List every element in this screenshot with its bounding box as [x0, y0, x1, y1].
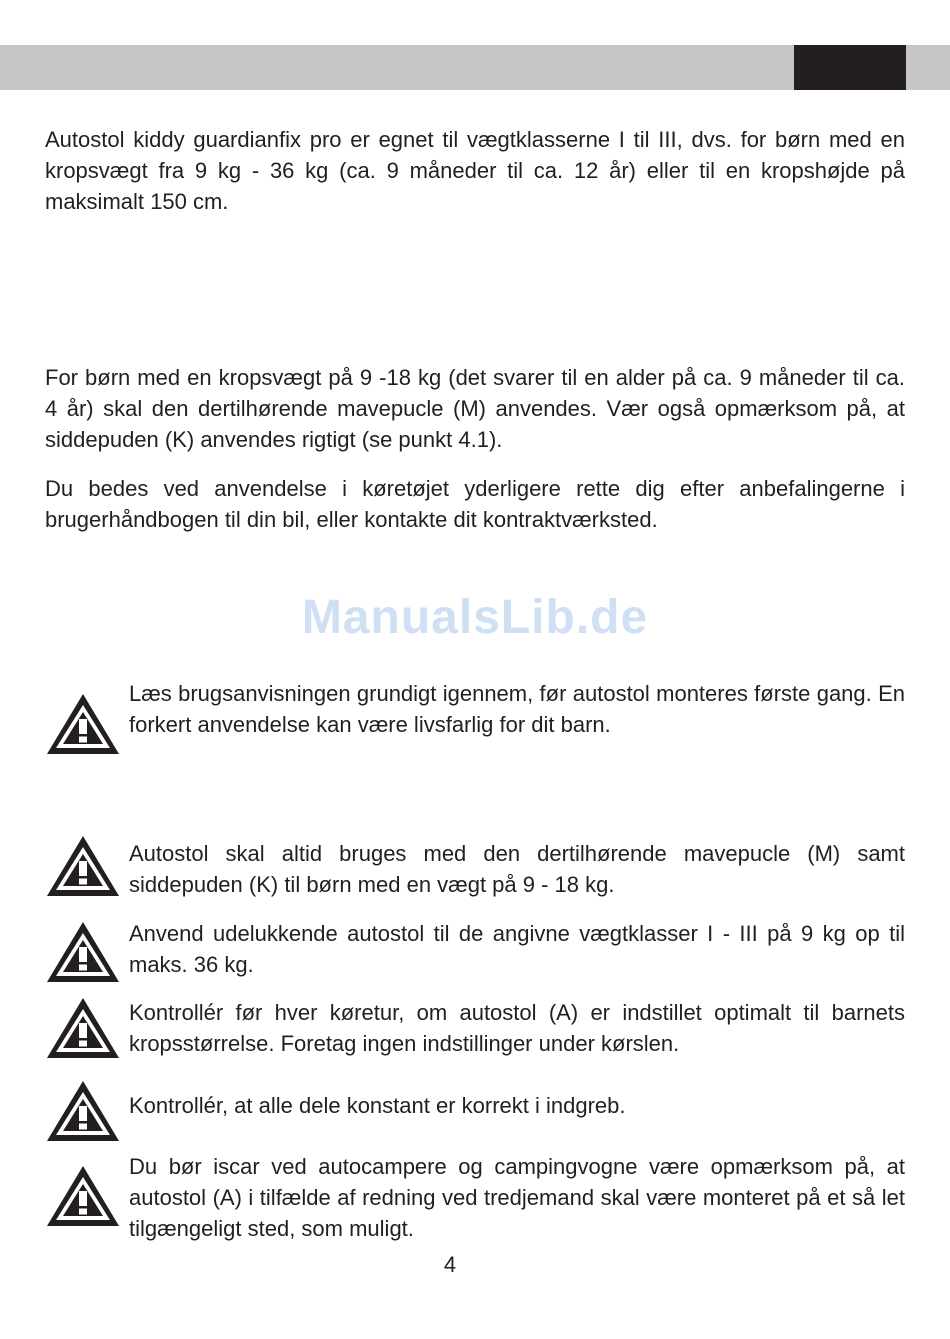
warning-triangle-icon — [45, 996, 121, 1060]
warning-triangle-icon — [45, 920, 121, 984]
intro-paragraph-1: Autostol kiddy guardianfix pro er egnet til vægtklasserne I til III, dvs. for børn med en kropsvægt fra 9 kg - 36 kg (ca. 9 måneder til ca. 12 år) eller til en kropshøjde på maksimalt 150 cm. — [45, 127, 905, 214]
page-number: 4 — [443, 1252, 457, 1277]
watermark: ManualsLib.de — [301, 591, 649, 644]
warning-triangle-icon — [45, 692, 121, 756]
warning-text-4: Kontrollér før hver køretur, om autostol (A) er indstillet optimalt til barnets kropsstørrelse. Foretag ingen indstillinger under kørslen. — [129, 1000, 905, 1056]
warning-triangle-icon — [45, 1079, 121, 1143]
intro-paragraph-3: Du bedes ved anvendelse i køretøjet yderligere rette dig efter anbefalingerne i brugerhåndbogen til din bil, eller kontakte dit kontraktværksted. — [45, 476, 905, 532]
warning-text-1: Læs brugsanvisningen grundigt igennem, før autostol monteres første gang. En forkert anvendelse kan være livsfarlig for dit barn. — [129, 681, 905, 737]
intro-paragraph-2: For børn med en kropsvægt på 9 -18 kg (det svarer til en alder på ca. 9 måneder til ca. 4 år) skal den dertilhørende mavepucle (M) anvendes. Vær også opmærksom på, at siddepuden (K) anvendes rigtigt (se punkt 4.1). — [45, 365, 905, 452]
warning-text-2: Autostol skal altid bruges med den dertilhørende mavepucle (M) samt siddepuden (K) til børn med en vægt på 9 - 18 kg. — [129, 841, 905, 897]
warning-text-6: Du bør iscar ved autocampere og campingvogne være opmærksom på, at autostol (A) i tilfælde af redning ved tredjemand skal være monteret på et så let tilgængeligt sted, som muligt. — [129, 1154, 905, 1241]
header-block — [794, 45, 906, 90]
warning-triangle-icon — [45, 834, 121, 898]
warning-text-5: Kontrollér, at alle dele konstant er korrekt i indgreb. — [129, 1093, 626, 1118]
warning-text-3: Anvend udelukkende autostol til de angivne vægtklasser I - III på 9 kg op til maks. 36 kg. — [129, 921, 905, 977]
warning-triangle-icon — [45, 1164, 121, 1228]
